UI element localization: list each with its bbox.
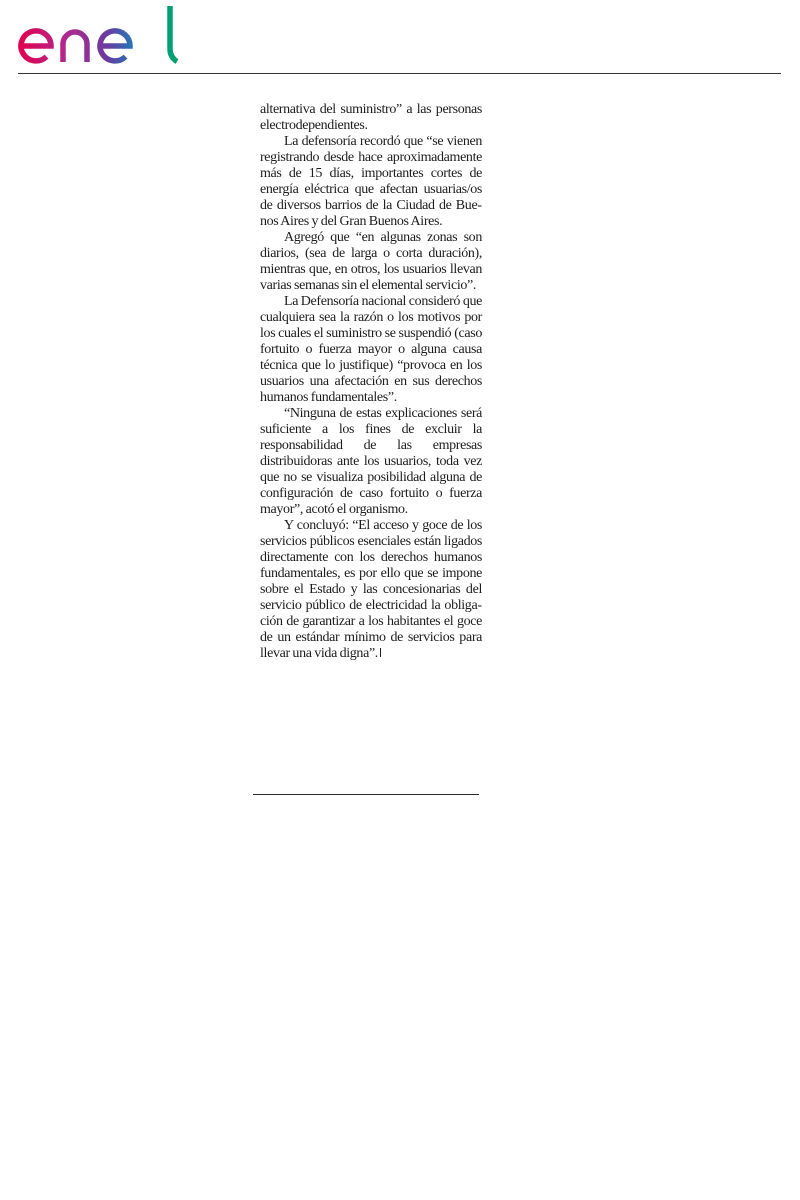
header-divider [18,73,781,74]
article-end-mark [380,648,381,657]
article-paragraph: alternativa del suministro” a las personas electrodependientes. [260,102,482,133]
article-end-divider [253,794,479,795]
article-paragraph: La defensoría recordó que “se vienen registrando desde hace aproximadamente más de 15 días, importantes cortes de energía eléctrica que afectan usuarias/os de diversos barrios de la Ciudad de Buenos Aires y del Gran Buenos Aires. [260,134,482,229]
article-paragraph: “Ninguna de estas explicaciones será suficiente a los fines de excluir la responsabilidad de las empresas distribuidoras ante los usuarios, toda vez que no se visualiza posibilidad alguna de configuración de caso fortuito o fuerza mayor”, acotó el organismo. [260,406,482,517]
article-paragraph: La Defensoría nacional consideró que cualquiera sea la razón o los motivos por los cuales el suministro se suspendió (caso fortuito o fuerza mayor o alguna causa técnica que lo justifique) “provoca en los usuarios una afectación en sus derechos humanos fundamentales”. [260,294,482,405]
article-column [260,102,482,662]
article-paragraph: Agregó que “en algunas zonas son diarios, (sea de larga o corta duración), mientras que, en otros, los usuarios llevan varias semanas sin el elemental servicio”. [260,230,482,293]
enel-logo-mark [16,6,182,68]
enel-logo [16,6,182,68]
article-paragraph: Y concluyó: “El acceso y goce de los servicios públicos esenciales están ligados directamente con los derechos humanos fundamentales, es por ello que se impone sobre el Estado y las concesionarias del servicio público de electricidad la obligación de garantizar a los habitantes el goce de un estándar mínimo de servicios para llevar una vida digna”. [260,518,482,661]
